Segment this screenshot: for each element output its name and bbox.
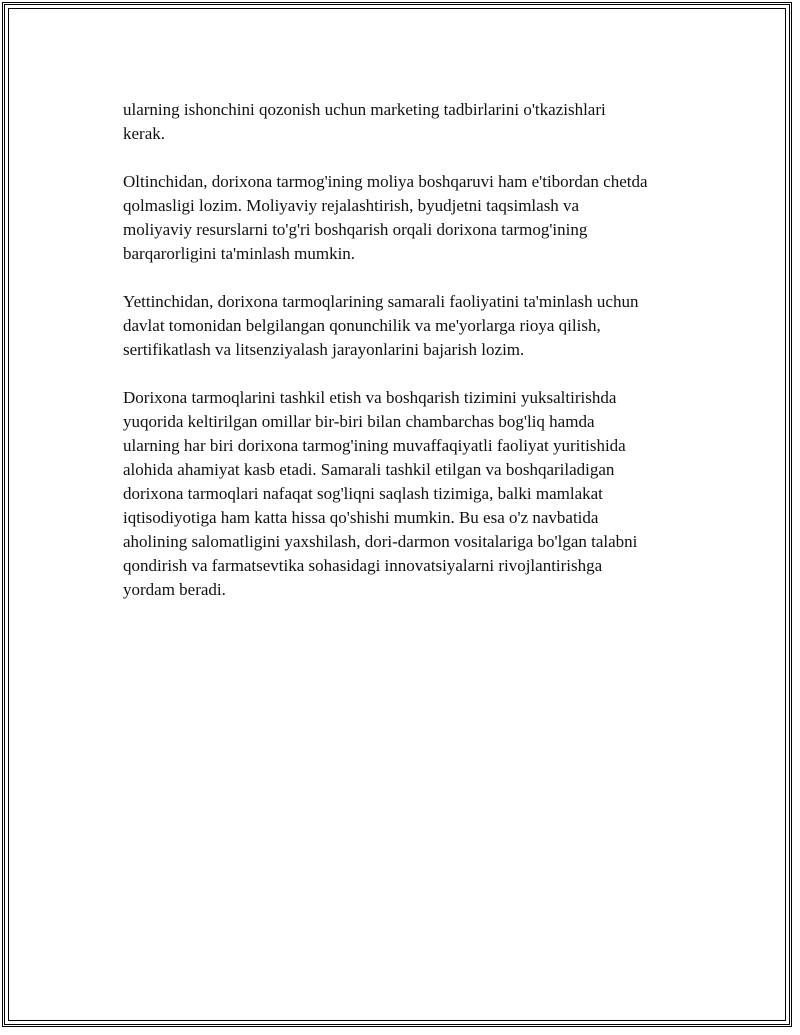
paragraph-2: Oltinchidan, dorixona tarmog'ining moliya boshqaruvi ham e'tibordan chetda qolmasligi lozim. Moliyaviy rejalashtirish, byudjetni taqsimlash va moliyaviy resurslarni to'g'ri boshqarish orqali dorixona tarmog'ining barqarorligini ta'minlash mumkin. [123, 172, 648, 263]
paragraph-3: Yettinchidan, dorixona tarmoqlarining samarali faoliyatini ta'minlash uchun davlat tomonidan belgilangan qonunchilik va me'yorlarga rioya qilish, sertifikatlash va litsenziyalash jarayonlarini bajarish lozim. [123, 292, 639, 359]
page-frame [2, 2, 792, 1027]
paragraph-4: Dorixona tarmoqlarini tashkil etish va boshqarish tizimini yuksaltirishda yuqorida keltirilgan omillar bir-biri bilan chambarchas bog'liq hamda ularning har biri dorixona tarmog'ining muvaffaqiyatli faoliyat yuritishida alohida ahamiyat kasb etadi. Samarali tashkil etilgan va boshqariladigan dorixona tarmoqlari nafaqat sog'liqni saqlash tizimiga, balki mamlakat iqtisodiyotiga ham katta hissa qo'shishi mumkin. Bu esa o'z navbatida aholining salomatligini yaxshilash, dori-darmon vositalariga bo'lgan talabni qondirish va farmatsevtika sohasidagi innovatsiyalarni rivojlantirishga yordam beradi. [123, 388, 638, 599]
paragraph-1: ularning ishonchini qozonish uchun marketing tadbirlarini o'tkazishlari kerak. [123, 100, 606, 143]
page-body [123, 98, 713, 626]
